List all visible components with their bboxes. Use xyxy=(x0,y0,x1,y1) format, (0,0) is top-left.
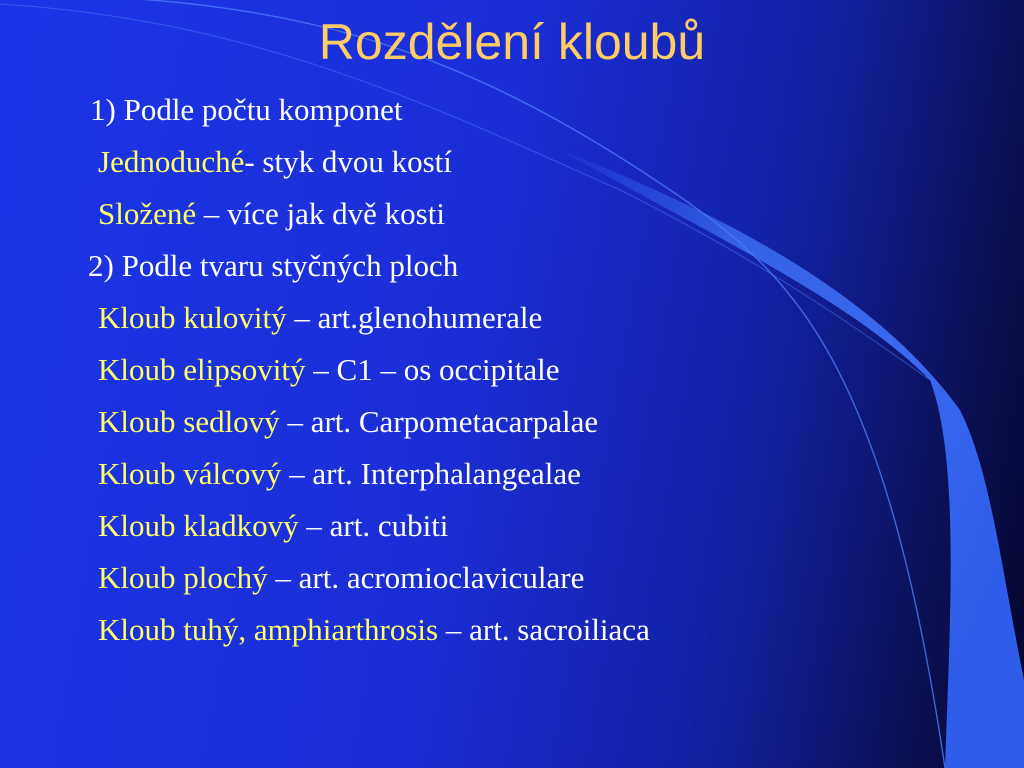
list-item xyxy=(98,558,584,598)
slide-title: Rozdělení kloubů xyxy=(318,14,706,70)
list-heading-1 xyxy=(90,90,403,130)
list-item xyxy=(98,402,598,442)
term: Kloub elipsovitý xyxy=(98,352,306,387)
list-item xyxy=(98,142,452,182)
term: Složené xyxy=(98,196,197,231)
description: – art. Interphalangealae xyxy=(281,456,581,491)
list-item xyxy=(98,350,560,390)
term: Kloub tuhý, amphiarthrosis xyxy=(98,612,439,647)
description: – art.glenohumerale xyxy=(286,300,543,335)
list-item xyxy=(98,298,542,338)
description: – art. Carpometacarpalae xyxy=(279,404,599,439)
term: Jednoduché xyxy=(98,144,245,179)
description: – C1 – os occipitale xyxy=(305,352,560,387)
term: Kloub sedlový xyxy=(98,404,280,439)
list-item xyxy=(98,610,650,650)
description: – více jak dvě kosti xyxy=(196,196,445,231)
term: Kloub kulovitý xyxy=(98,300,287,335)
term: Kloub plochý xyxy=(98,560,268,595)
list-item xyxy=(98,454,581,494)
term: Kloub válcový xyxy=(98,456,282,491)
heading-text: 1) Podle počtu komponet xyxy=(90,92,403,127)
list-heading-2 xyxy=(88,246,458,286)
heading-text: 2) Podle tvaru styčných ploch xyxy=(88,248,459,283)
term: Kloub kladkový xyxy=(98,508,299,543)
description: – art. acromioclaviculare xyxy=(267,560,585,595)
list-item xyxy=(98,506,448,546)
description: - styk dvou kostí xyxy=(244,144,452,179)
description: – art. sacroiliaca xyxy=(438,612,650,647)
list-item xyxy=(98,194,445,234)
description: – art. cubiti xyxy=(298,508,449,543)
